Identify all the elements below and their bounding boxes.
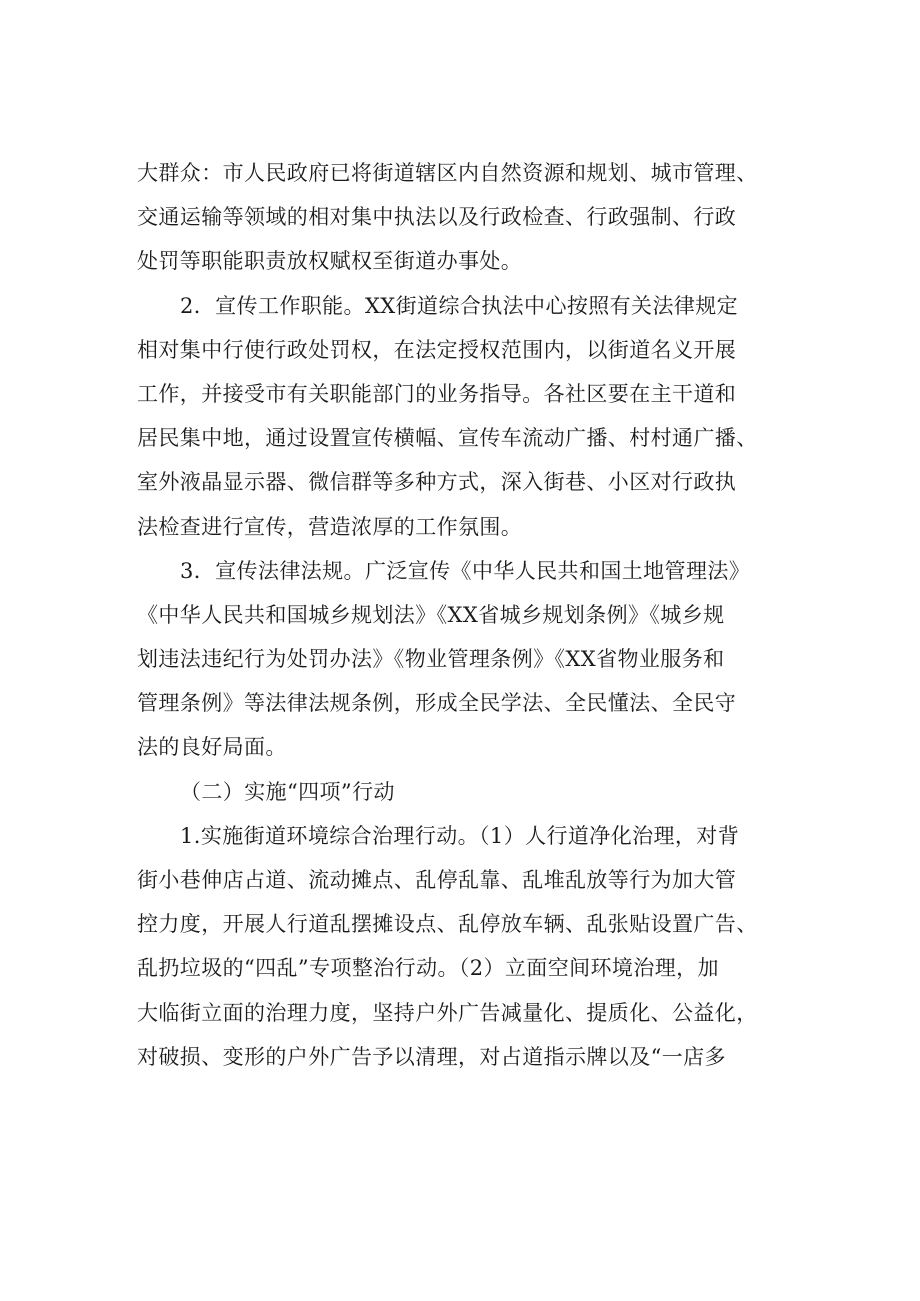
- paragraph-line: 管理条例》等法律法规条例，形成全民学法、全民懂法、全民守: [137, 691, 737, 716]
- paragraph-line: 居民集中地，通过设置宣传横幅、宣传车流动广播、村村通广播、: [137, 426, 758, 451]
- paragraph-line: 大临街立面的治理力度，坚持户外广告减量化、提质化、公益化，: [137, 1000, 758, 1025]
- paragraph-first-line: 2．宣传工作职能。XX街道综合执法中心按照有关法律规定: [180, 293, 739, 318]
- paragraph-first-line: 1.实施街道环境综合治理行动。（1）人行道净化治理，对背: [180, 823, 740, 848]
- paragraph-line: 相对集中行使行政处罚权，在法定授权范围内，以街道名义开展: [137, 337, 737, 362]
- paragraph-line: 街小巷伸店占道、流动摊点、乱停乱靠、乱堆乱放等行为加大管: [137, 868, 737, 892]
- paragraph-line: 大群众：市人民政府已将街道辖区内自然资源和规划、城市管理、: [137, 161, 758, 185]
- document-body: [137, 151, 797, 1079]
- paragraph-line: 室外液晶显示器、微信群等多种方式，深入街巷、小区对行政执: [137, 470, 737, 495]
- paragraph-line: 法检查进行宣传，营造浓厚的工作氛围。: [137, 514, 523, 539]
- paragraph-first-line: 3．宣传法律法规。广泛宣传《中华人民共和国土地管理法》: [180, 558, 751, 583]
- section-heading: （二）实施“四项”行动: [180, 779, 395, 804]
- paragraph-line: 法的良好局面。: [137, 735, 287, 760]
- paragraph-line: 工作，并接受市有关职能部门的业务指导。各社区要在主干道和: [137, 381, 737, 406]
- paragraph-line: 乱扔垃圾的“四乱”专项整治行动。（2）立面空间环境治理，加: [137, 956, 719, 981]
- paragraph-line: 对破损、变形的户外广告予以清理，对占道指示牌以及“一店多: [137, 1044, 726, 1069]
- paragraph-line: 交通运输等领域的相对集中执法以及行政检查、行政强制、行政: [137, 205, 737, 230]
- paragraph-line: 处罚等职能职责放权赋权至街道办事处。: [137, 249, 523, 274]
- paragraph-line: 《中华人民共和国城乡规划法》《XX省城乡规划条例》《城乡规: [137, 602, 725, 627]
- paragraph-line: 控力度，开展人行道乱摆摊设点、乱停放车辆、乱张贴设置广告、: [137, 912, 758, 937]
- paragraph-line: 划违法违纪行为处罚办法》《物业管理条例》《XX省物业服务和: [137, 647, 725, 672]
